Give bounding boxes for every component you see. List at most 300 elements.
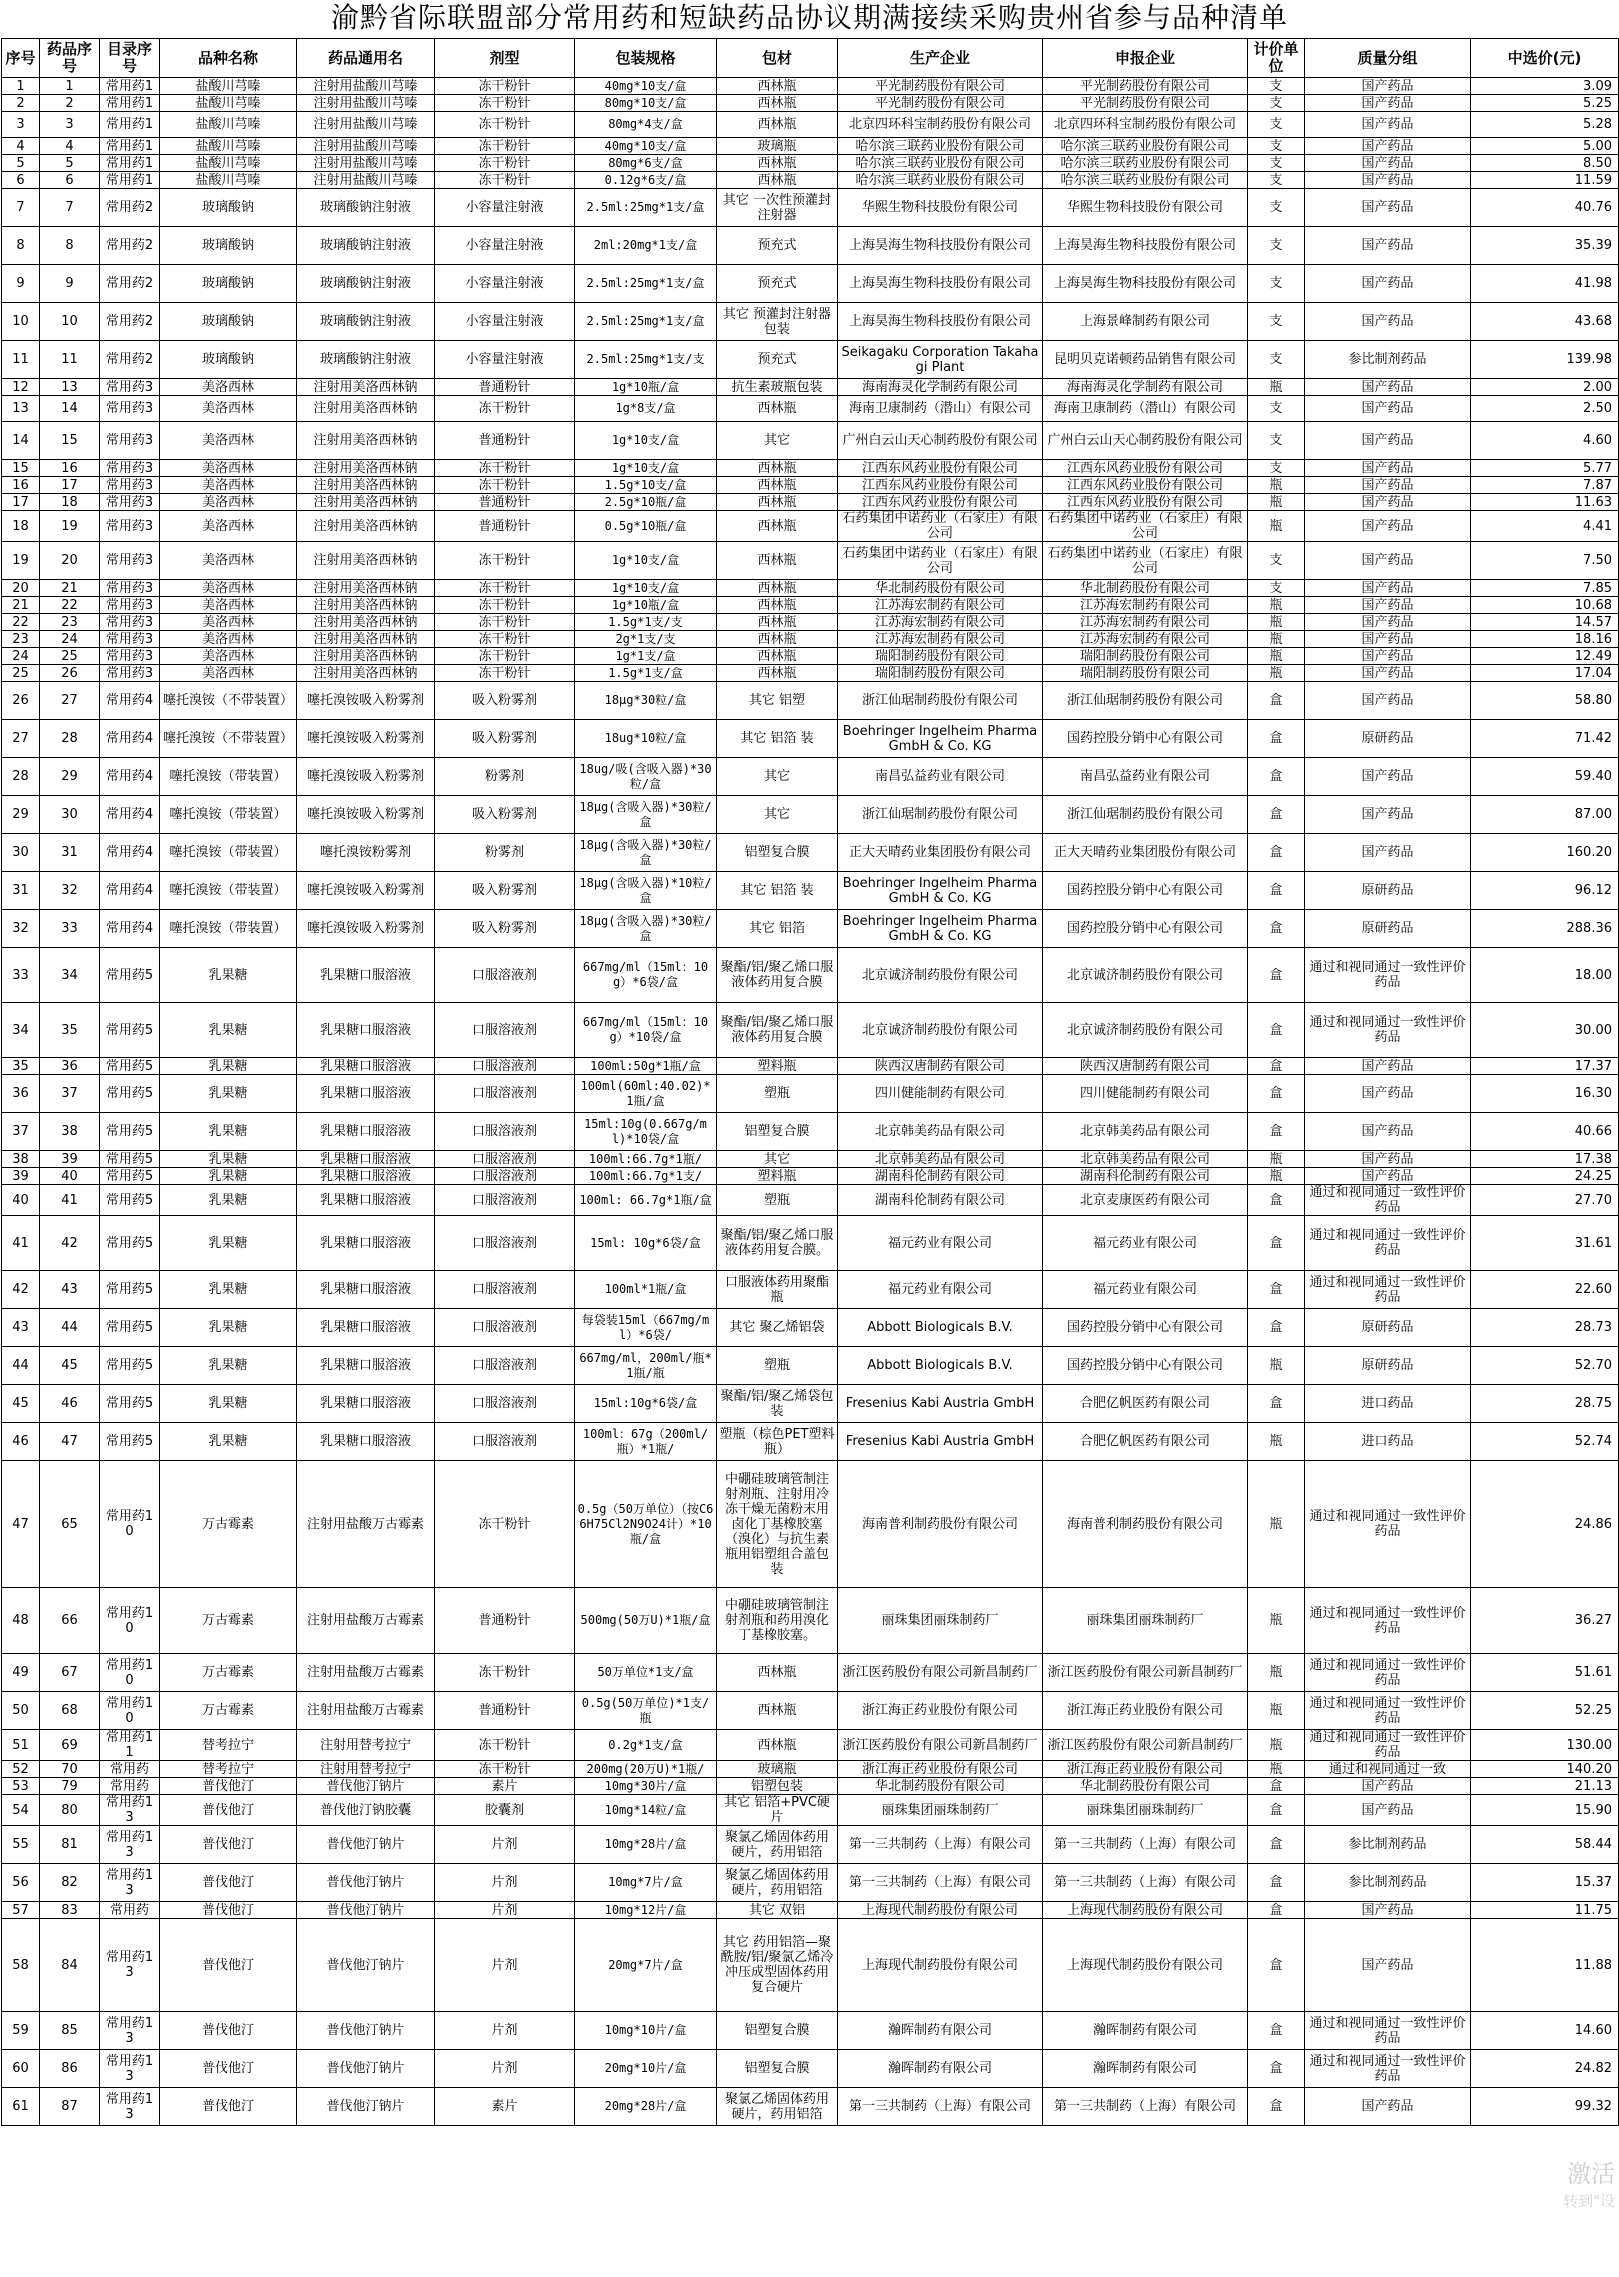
table-row [2,1778,1619,1795]
quality-group-cell: 国产药品 [1305,614,1471,631]
package-material-cell: 西林瓶 [717,477,838,494]
price-cell: 15.37 [1471,1864,1619,1902]
seq-cell: 29 [2,796,40,834]
applicant-cell: 昆明贝克诺顿药品销售有限公司 [1043,341,1248,379]
price-cell: 160.20 [1471,834,1619,872]
drug-seq-cell: 6 [40,172,100,189]
package-spec-cell: 667mg/ml，200ml/瓶*1瓶/瓶 [575,1347,717,1385]
generic-name-cell: 乳果糖口服溶液 [297,1185,435,1216]
package-material-cell: 西林瓶 [717,665,838,682]
variety-cell: 乳果糖 [160,1058,297,1075]
catalog-seq-cell: 常用药1 [100,112,160,138]
variety-cell: 玻璃酸钠 [160,303,297,341]
table-row [2,1271,1619,1309]
table-row [2,396,1619,422]
seq-cell: 21 [2,597,40,614]
dosage-form-cell: 普通粉针 [435,1692,575,1730]
quality-group-cell: 原研药品 [1305,910,1471,948]
applicant-cell: 石药集团中诺药业（石家庄）有限公司 [1043,542,1248,580]
variety-cell: 噻托溴铵（不带装置） [160,682,297,720]
variety-cell: 美洛西林 [160,477,297,494]
catalog-seq-cell: 常用药1 [100,172,160,189]
dosage-form-cell: 普通粉针 [435,494,575,511]
dosage-form-cell: 素片 [435,1778,575,1795]
package-spec-cell: 0.5g*10瓶/盒 [575,511,717,542]
applicant-cell: 华北制药股份有限公司 [1043,580,1248,597]
quality-group-cell: 国产药品 [1305,1778,1471,1795]
package-spec-cell: 18μg(含吸入器)*10粒/盒 [575,872,717,910]
table-row [2,155,1619,172]
seq-cell: 53 [2,1778,40,1795]
seq-cell: 2 [2,95,40,112]
unit-cell: 盒 [1248,1919,1305,2012]
price-cell: 7.87 [1471,477,1619,494]
unit-cell: 盒 [1248,1795,1305,1826]
unit-cell: 盒 [1248,1058,1305,1075]
applicant-cell: 国药控股分销中心有限公司 [1043,1309,1248,1347]
price-cell: 24.82 [1471,2050,1619,2088]
quality-group-cell: 原研药品 [1305,872,1471,910]
package-spec-cell: 1.5g*1支/盒 [575,665,717,682]
package-spec-cell: 10mg*10片/盒 [575,2012,717,2050]
catalog-seq-cell: 常用药4 [100,834,160,872]
variety-cell: 盐酸川芎嗪 [160,172,297,189]
price-cell: 17.04 [1471,665,1619,682]
price-cell: 4.41 [1471,511,1619,542]
applicant-cell: 上海昊海生物科技股份有限公司 [1043,227,1248,265]
variety-cell: 盐酸川芎嗪 [160,95,297,112]
quality-group-cell: 通过和视同通过一致性评价药品 [1305,1003,1471,1058]
catalog-seq-cell: 常用药3 [100,396,160,422]
drug-seq-cell: 25 [40,648,100,665]
seq-cell: 41 [2,1216,40,1271]
drug-seq-cell: 79 [40,1778,100,1795]
price-cell: 96.12 [1471,872,1619,910]
price-cell: 36.27 [1471,1588,1619,1654]
generic-name-cell: 注射用美洛西林钠 [297,396,435,422]
package-spec-cell: 18μg(含吸入器)*30粒/盒 [575,834,717,872]
package-spec-cell: 1.5g*1支/支 [575,614,717,631]
package-spec-cell: 1g*8支/盒 [575,396,717,422]
generic-name-cell: 普伐他汀钠片 [297,2050,435,2088]
generic-name-cell: 乳果糖口服溶液 [297,1423,435,1461]
quality-group-cell: 国产药品 [1305,1075,1471,1113]
manufacturer-cell: 正大天晴药业集团股份有限公司 [838,834,1043,872]
applicant-cell: 丽珠集团丽珠制药厂 [1043,1795,1248,1826]
quality-group-cell: 国产药品 [1305,1113,1471,1151]
applicant-cell: 哈尔滨三联药业股份有限公司 [1043,172,1248,189]
quality-group-cell: 国产药品 [1305,597,1471,614]
unit-cell: 支 [1248,172,1305,189]
seq-cell: 34 [2,1003,40,1058]
applicant-cell: 广州白云山天心制药股份有限公司 [1043,422,1248,460]
table-row [2,614,1619,631]
applicant-cell: 国药控股分销中心有限公司 [1043,720,1248,758]
table-row [2,1003,1619,1058]
quality-group-cell: 通过和视同通过一致性评价药品 [1305,1461,1471,1588]
quality-group-cell: 国产药品 [1305,542,1471,580]
price-cell: 130.00 [1471,1730,1619,1761]
variety-cell: 乳果糖 [160,1113,297,1151]
applicant-cell: 海南卫康制药（潜山）有限公司 [1043,396,1248,422]
variety-cell: 盐酸川芎嗪 [160,112,297,138]
unit-cell: 瓶 [1248,648,1305,665]
quality-group-cell: 通过和视同通过一致性评价药品 [1305,1185,1471,1216]
unit-cell: 支 [1248,112,1305,138]
generic-name-cell: 普伐他汀钠片 [297,1826,435,1864]
quality-group-cell: 国产药品 [1305,665,1471,682]
header-col-generic-name: 药品通用名 [297,39,435,78]
applicant-cell: 瑞阳制药股份有限公司 [1043,648,1248,665]
package-spec-cell: 40mg*10支/盒 [575,78,717,95]
unit-cell: 盒 [1248,758,1305,796]
variety-cell: 美洛西林 [160,379,297,396]
applicant-cell: 湖南科伦制药有限公司 [1043,1168,1248,1185]
drug-seq-cell: 47 [40,1423,100,1461]
dosage-form-cell: 普通粉针 [435,422,575,460]
package-material-cell: 西林瓶 [717,1692,838,1730]
package-material-cell: 口服液体药用聚酯瓶 [717,1271,838,1309]
drug-seq-cell: 42 [40,1216,100,1271]
generic-name-cell: 玻璃酸钠注射液 [297,265,435,303]
unit-cell: 盒 [1248,948,1305,1003]
drug-seq-cell: 3 [40,112,100,138]
manufacturer-cell: 江苏海宏制药有限公司 [838,614,1043,631]
unit-cell: 瓶 [1248,1151,1305,1168]
generic-name-cell: 注射用美洛西林钠 [297,511,435,542]
catalog-seq-cell: 常用药 [100,1778,160,1795]
package-spec-cell: 1g*10瓶/盒 [575,597,717,614]
drug-seq-cell: 85 [40,2012,100,2050]
price-cell: 7.50 [1471,542,1619,580]
quality-group-cell: 国产药品 [1305,396,1471,422]
price-cell: 10.68 [1471,597,1619,614]
catalog-seq-cell: 常用药3 [100,580,160,597]
package-spec-cell: 100ml:66.7g*1支/ [575,1168,717,1185]
quality-group-cell: 国产药品 [1305,1151,1471,1168]
manufacturer-cell: Fresenius Kabi Austria GmbH [838,1385,1043,1423]
table-row [2,112,1619,138]
catalog-seq-cell: 常用药5 [100,1309,160,1347]
catalog-seq-cell: 常用药5 [100,1423,160,1461]
dosage-form-cell: 吸入粉雾剂 [435,682,575,720]
price-cell: 35.39 [1471,227,1619,265]
applicant-cell: 哈尔滨三联药业股份有限公司 [1043,138,1248,155]
manufacturer-cell: 北京四环科宝制药股份有限公司 [838,112,1043,138]
table-row [2,265,1619,303]
manufacturer-cell: 瑞阳制药股份有限公司 [838,665,1043,682]
generic-name-cell: 注射用替考拉宁 [297,1761,435,1778]
manufacturer-cell: 江苏海宏制药有限公司 [838,631,1043,648]
dosage-form-cell: 小容量注射液 [435,341,575,379]
seq-cell: 9 [2,265,40,303]
package-material-cell: 聚氯乙烯固体药用硬片，药用铝箔 [717,1864,838,1902]
manufacturer-cell: 海南卫康制药（潜山）有限公司 [838,396,1043,422]
package-spec-cell: 18ug*10粒/盒 [575,720,717,758]
header-col-dosage-form: 剂型 [435,39,575,78]
seq-cell: 12 [2,379,40,396]
catalog-seq-cell: 常用药3 [100,379,160,396]
applicant-cell: 浙江医药股份有限公司新昌制药厂 [1043,1730,1248,1761]
drug-seq-cell: 17 [40,477,100,494]
catalog-seq-cell: 常用药3 [100,542,160,580]
dosage-form-cell: 冻干粉针 [435,648,575,665]
manufacturer-cell: 上海昊海生物科技股份有限公司 [838,265,1043,303]
seq-cell: 48 [2,1588,40,1654]
unit-cell: 盒 [1248,1113,1305,1151]
variety-cell: 乳果糖 [160,1347,297,1385]
manufacturer-cell: 丽珠集团丽珠制药厂 [838,1795,1043,1826]
table-row [2,379,1619,396]
price-cell: 139.98 [1471,341,1619,379]
table-row [2,1902,1619,1919]
drug-seq-cell: 43 [40,1271,100,1309]
drug-seq-cell: 41 [40,1185,100,1216]
unit-cell: 盒 [1248,1003,1305,1058]
unit-cell: 支 [1248,227,1305,265]
quality-group-cell: 通过和视同通过一致性评价药品 [1305,2050,1471,2088]
package-spec-cell: 1g*10支/盒 [575,460,717,477]
variety-cell: 盐酸川芎嗪 [160,138,297,155]
unit-cell: 盒 [1248,682,1305,720]
variety-cell: 噻托溴铵（带装置） [160,910,297,948]
drug-seq-cell: 15 [40,422,100,460]
applicant-cell: 北京诚济制药股份有限公司 [1043,1003,1248,1058]
catalog-seq-cell: 常用药10 [100,1461,160,1588]
table-row [2,720,1619,758]
manufacturer-cell: 第一三共制药（上海）有限公司 [838,1864,1043,1902]
catalog-seq-cell: 常用药1 [100,138,160,155]
unit-cell: 瓶 [1248,1654,1305,1692]
applicant-cell: 平光制药股份有限公司 [1043,95,1248,112]
package-material-cell: 其它 铝箔+PVC硬片 [717,1795,838,1826]
variety-cell: 玻璃酸钠 [160,189,297,227]
variety-cell: 普伐他汀 [160,2012,297,2050]
price-cell: 58.44 [1471,1826,1619,1864]
package-spec-cell: 1g*10支/盒 [575,580,717,597]
seq-cell: 40 [2,1185,40,1216]
unit-cell: 支 [1248,265,1305,303]
manufacturer-cell: 浙江仙琚制药股份有限公司 [838,682,1043,720]
seq-cell: 54 [2,1795,40,1826]
unit-cell: 瓶 [1248,1461,1305,1588]
header-col-drug-seq: 药品序号 [40,39,100,78]
seq-cell: 42 [2,1271,40,1309]
dosage-form-cell: 普通粉针 [435,511,575,542]
catalog-seq-cell: 常用药13 [100,2050,160,2088]
seq-cell: 13 [2,396,40,422]
variety-cell: 盐酸川芎嗪 [160,78,297,95]
table-row [2,910,1619,948]
manufacturer-cell: Boehringer Ingelheim Pharma GmbH & Co. KG [838,720,1043,758]
generic-name-cell: 乳果糖口服溶液 [297,1151,435,1168]
applicant-cell: 丽珠集团丽珠制药厂 [1043,1588,1248,1654]
package-spec-cell: 2.5ml:25mg*1支/盒 [575,189,717,227]
price-cell: 24.25 [1471,1168,1619,1185]
manufacturer-cell: 海南海灵化学制药有限公司 [838,379,1043,396]
drug-seq-cell: 80 [40,1795,100,1826]
catalog-seq-cell: 常用药 [100,1761,160,1778]
variety-cell: 乳果糖 [160,1385,297,1423]
table-row [2,1347,1619,1385]
package-spec-cell: 2.5ml:25mg*1支/盒 [575,303,717,341]
quality-group-cell: 国产药品 [1305,1902,1471,1919]
manufacturer-cell: 哈尔滨三联药业股份有限公司 [838,155,1043,172]
dosage-form-cell: 口服溶液剂 [435,1075,575,1113]
variety-cell: 美洛西林 [160,665,297,682]
price-cell: 41.98 [1471,265,1619,303]
manufacturer-cell: 陕西汉唐制药有限公司 [838,1058,1043,1075]
variety-cell: 美洛西林 [160,494,297,511]
seq-cell: 38 [2,1151,40,1168]
generic-name-cell: 注射用盐酸万古霉素 [297,1461,435,1588]
manufacturer-cell: 江西东风药业股份有限公司 [838,477,1043,494]
manufacturer-cell: 福元药业有限公司 [838,1271,1043,1309]
drug-seq-cell: 44 [40,1309,100,1347]
quality-group-cell: 原研药品 [1305,720,1471,758]
manufacturer-cell: 南昌弘益药业有限公司 [838,758,1043,796]
generic-name-cell: 普伐他汀钠片 [297,1919,435,2012]
package-material-cell: 西林瓶 [717,1730,838,1761]
table-row [2,1654,1619,1692]
table-row [2,1730,1619,1761]
package-material-cell: 西林瓶 [717,460,838,477]
catalog-seq-cell: 常用药2 [100,227,160,265]
dosage-form-cell: 口服溶液剂 [435,1058,575,1075]
package-material-cell: 铝塑复合膜 [717,1113,838,1151]
generic-name-cell: 乳果糖口服溶液 [297,1075,435,1113]
variety-cell: 乳果糖 [160,1216,297,1271]
manufacturer-cell: Seikagaku Corporation Takahagi Plant [838,341,1043,379]
package-spec-cell: 20mg*7片/盒 [575,1919,717,2012]
dosage-form-cell: 冻干粉针 [435,138,575,155]
applicant-cell: 合肥亿帆医药有限公司 [1043,1423,1248,1461]
seq-cell: 39 [2,1168,40,1185]
activation-watermark: 激活 [1567,2160,1615,2188]
drug-seq-cell: 22 [40,597,100,614]
quality-group-cell: 国产药品 [1305,631,1471,648]
dosage-form-cell: 片剂 [435,1902,575,1919]
generic-name-cell: 注射用美洛西林钠 [297,422,435,460]
package-spec-cell: 1g*1支/盒 [575,648,717,665]
generic-name-cell: 注射用盐酸万古霉素 [297,1654,435,1692]
table-row [2,648,1619,665]
catalog-seq-cell: 常用药3 [100,460,160,477]
header-col-package-material: 包材 [717,39,838,78]
table-row [2,189,1619,227]
dosage-form-cell: 冻干粉针 [435,631,575,648]
unit-cell: 瓶 [1248,1347,1305,1385]
variety-cell: 美洛西林 [160,597,297,614]
drug-seq-cell: 29 [40,758,100,796]
dosage-form-cell: 冻干粉针 [435,155,575,172]
price-cell: 11.88 [1471,1919,1619,2012]
unit-cell: 支 [1248,155,1305,172]
seq-cell: 5 [2,155,40,172]
seq-cell: 24 [2,648,40,665]
package-spec-cell: 2ml:20mg*1支/盒 [575,227,717,265]
price-cell: 28.73 [1471,1309,1619,1347]
dosage-form-cell: 冻干粉针 [435,597,575,614]
catalog-seq-cell: 常用药13 [100,2088,160,2126]
generic-name-cell: 注射用美洛西林钠 [297,648,435,665]
package-spec-cell: 100ml：67g（200ml/瓶）*1瓶/ [575,1423,717,1461]
manufacturer-cell: 丽珠集团丽珠制药厂 [838,1588,1043,1654]
generic-name-cell: 玻璃酸钠注射液 [297,303,435,341]
seq-cell: 25 [2,665,40,682]
header-col-unit: 计价单位 [1248,39,1305,78]
seq-cell: 15 [2,460,40,477]
price-cell: 288.36 [1471,910,1619,948]
unit-cell: 盒 [1248,2012,1305,2050]
manufacturer-cell: 瀚晖制药有限公司 [838,2012,1043,2050]
seq-cell: 26 [2,682,40,720]
dosage-form-cell: 冻干粉针 [435,665,575,682]
drug-seq-cell: 8 [40,227,100,265]
activation-watermark-sub: 转到"设 [1563,2192,1615,2210]
generic-name-cell: 噻托溴铵吸入粉雾剂 [297,872,435,910]
variety-cell: 噻托溴铵（带装置） [160,872,297,910]
applicant-cell: 华熙生物科技股份有限公司 [1043,189,1248,227]
dosage-form-cell: 小容量注射液 [435,189,575,227]
header-col-variety: 品种名称 [160,39,297,78]
quality-group-cell: 通过和视同通过一致性评价药品 [1305,948,1471,1003]
quality-group-cell: 参比制剂药品 [1305,1864,1471,1902]
unit-cell: 支 [1248,580,1305,597]
unit-cell: 瓶 [1248,597,1305,614]
package-material-cell: 其它 [717,796,838,834]
drug-seq-cell: 10 [40,303,100,341]
manufacturer-cell: 华北制药股份有限公司 [838,580,1043,597]
quality-group-cell: 原研药品 [1305,1347,1471,1385]
table-row [2,665,1619,682]
package-material-cell: 其它 铝塑 [717,682,838,720]
manufacturer-cell: 浙江仙琚制药股份有限公司 [838,796,1043,834]
drug-seq-cell: 40 [40,1168,100,1185]
variety-cell: 万古霉素 [160,1461,297,1588]
catalog-seq-cell: 常用药5 [100,1151,160,1168]
package-material-cell: 聚酯/铝/聚乙烯口服液体药用复合膜。 [717,1216,838,1271]
quality-group-cell: 通过和视同通过一致性评价药品 [1305,1654,1471,1692]
package-spec-cell: 10mg*14粒/盒 [575,1795,717,1826]
quality-group-cell: 原研药品 [1305,1309,1471,1347]
unit-cell: 支 [1248,542,1305,580]
table-row [2,1919,1619,2012]
quality-group-cell: 参比制剂药品 [1305,341,1471,379]
price-cell: 58.80 [1471,682,1619,720]
dosage-form-cell: 片剂 [435,2012,575,2050]
dosage-form-cell: 口服溶液剂 [435,1423,575,1461]
manufacturer-cell: 湖南科伦制药有限公司 [838,1185,1043,1216]
catalog-seq-cell: 常用药3 [100,477,160,494]
generic-name-cell: 注射用美洛西林钠 [297,614,435,631]
package-spec-cell: 1.5g*10支/盒 [575,477,717,494]
manufacturer-cell: 广州白云山天心制药股份有限公司 [838,422,1043,460]
applicant-cell: 第一三共制药（上海）有限公司 [1043,2088,1248,2126]
package-material-cell: 西林瓶 [717,78,838,95]
variety-cell: 普伐他汀 [160,1826,297,1864]
price-cell: 18.00 [1471,948,1619,1003]
applicant-cell: 上海现代制药股份有限公司 [1043,1919,1248,2012]
applicant-cell: 国药控股分销中心有限公司 [1043,1347,1248,1385]
price-cell: 5.00 [1471,138,1619,155]
price-cell: 5.28 [1471,112,1619,138]
package-material-cell: 其它 [717,1151,838,1168]
variety-cell: 美洛西林 [160,648,297,665]
manufacturer-cell: 海南普利制药股份有限公司 [838,1461,1043,1588]
seq-cell: 10 [2,303,40,341]
drug-seq-cell: 87 [40,2088,100,2126]
